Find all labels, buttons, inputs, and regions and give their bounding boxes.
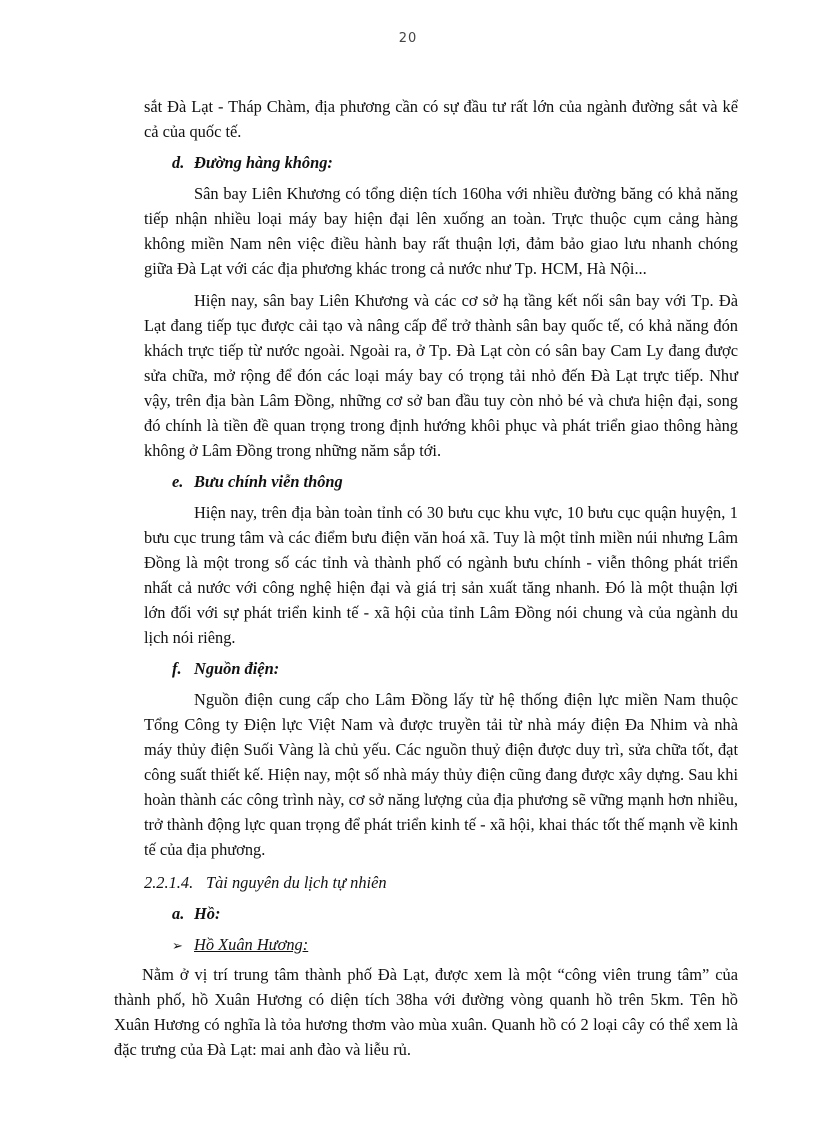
heading-letter: e. (172, 472, 184, 491)
heading-title: Hồ: (194, 904, 221, 923)
arrow-bullet-icon: ➢ (172, 938, 183, 953)
heading-letter: f. (172, 659, 182, 678)
intro-paragraph: sắt Đà Lạt - Tháp Chàm, địa phương cần có sự đầu tư rất lớn của ngành đường sắt và kể cả của quốc tế. (144, 97, 738, 141)
paragraph-telecom: Hiện nay, trên địa bàn toàn tỉnh có 30 bưu cục khu vực, 10 bưu cục quận huyện, 1 bưu cục trung tâm và các điểm bưu điện văn hoá xã. Tuy là một tỉnh miền núi nhưng Lâm Đồng là một trong số các tỉnh và thành phố có ngành bưu chính - viễn thông phát triển nhất cả nước với công nghệ hiện đại và giá trị sản xuất tăng nhanh. Đó là một thuận lợi lớn đối với sự phát triển kinh tế - xã hội của tỉnh Lâm Đồng nói chung và của ngành du lịch nói riêng. (144, 503, 738, 647)
paragraph-airport-upgrade: Hiện nay, sân bay Liên Khương và các cơ sở hạ tầng kết nối sân bay với Tp. Đà Lạt đang tiếp tục được cải tạo và nâng cấp để trở thành sân bay quốc tế, có khả năng đón khách trực tiếp từ nước ngoài. Ngoài ra, ở Tp. Đà Lạt còn có sân bay Cam Ly đang được sửa chữa, mở rộng để đón các loại máy bay có trọng tải nhỏ đến Đà Lạt trực tiếp. Như vậy, trên địa bàn Lâm Đồng, những cơ sở ban đầu tuy còn nhỏ bé và chưa hiện đại, song đó chính là tiền đề quan trọng trong định hướng khôi phục và phát triển giao thông hàng không ở Lâm Đồng trong những năm sắp tới. (144, 291, 738, 460)
heading-power (144, 656, 738, 681)
subsection-number: 2.2.1.4. (144, 873, 194, 892)
heading-title: Bưu chính viễn thông (194, 472, 343, 491)
paragraph-power: Nguồn điện cung cấp cho Lâm Đồng lấy từ hệ thống điện lực miền Nam thuộc Tổng Công ty Điện lực Việt Nam và được truyền tải từ nhà máy điện Đa Nhim và nhà máy thủy điện Suối Vàng là chủ yếu. Các nguồn thuỷ điện được duy trì, sửa chữa tốt, đạt công suất thiết kế. Hiện nay, một số nhà máy thủy điện cũng đang được xây dựng. Sau khi hoàn thành các công trình này, cơ sở năng lượng của địa phương sẽ vững mạnh hơn nhiều, trở thành động lực quan trọng để phát triển kinh tế - xã hội, khai thác tốt thế mạnh về kinh tế của địa phương. (144, 690, 738, 859)
heading-letter: a. (172, 904, 185, 923)
subsection-title: Tài nguyên du lịch tự nhiên (206, 873, 387, 892)
heading-title: Nguồn điện: (194, 659, 280, 678)
heading-lakes (144, 901, 738, 926)
heading-airways (144, 150, 738, 175)
subsection-heading (144, 870, 738, 895)
paragraph-xuan-huong: Nằm ở vị trí trung tâm thành phố Đà Lạt, được xem là một “công viên trung tâm” của thành phố, hồ Xuân Hương có diện tích 38ha với đường vòng quanh hồ trên 5km. Tên hồ Xuân Hương có nghĩa là tỏa hương thơm vào mùa xuân. Quanh hồ có 2 loại cây có thể xem là đặc trưng của Đà Lạt: mai anh đào và liễu rủ. (114, 965, 738, 1059)
page-content (114, 94, 738, 1062)
heading-title: Đường hàng không: (194, 153, 333, 172)
paragraph-airport-intro: Sân bay Liên Khương có tổng diện tích 160ha với nhiều đường băng có khả năng tiếp nhận nhiều loại máy bay hiện đại lên xuống an toàn. Trực thuộc cụm cảng hàng không miền Nam nên việc điều hành bay rất thuận lợi, đảm bảo giao lưu nhanh chóng giữa Đà Lạt với các địa phương khác trong cả nước như Tp. HCM, Hà Nội... (144, 184, 738, 278)
page-number: 20 (398, 31, 418, 46)
bullet-title: Hồ Xuân Hương: (194, 935, 309, 954)
heading-telecom (144, 469, 738, 494)
bullet-xuan-huong-lake (144, 932, 738, 958)
heading-letter: d. (172, 153, 185, 172)
